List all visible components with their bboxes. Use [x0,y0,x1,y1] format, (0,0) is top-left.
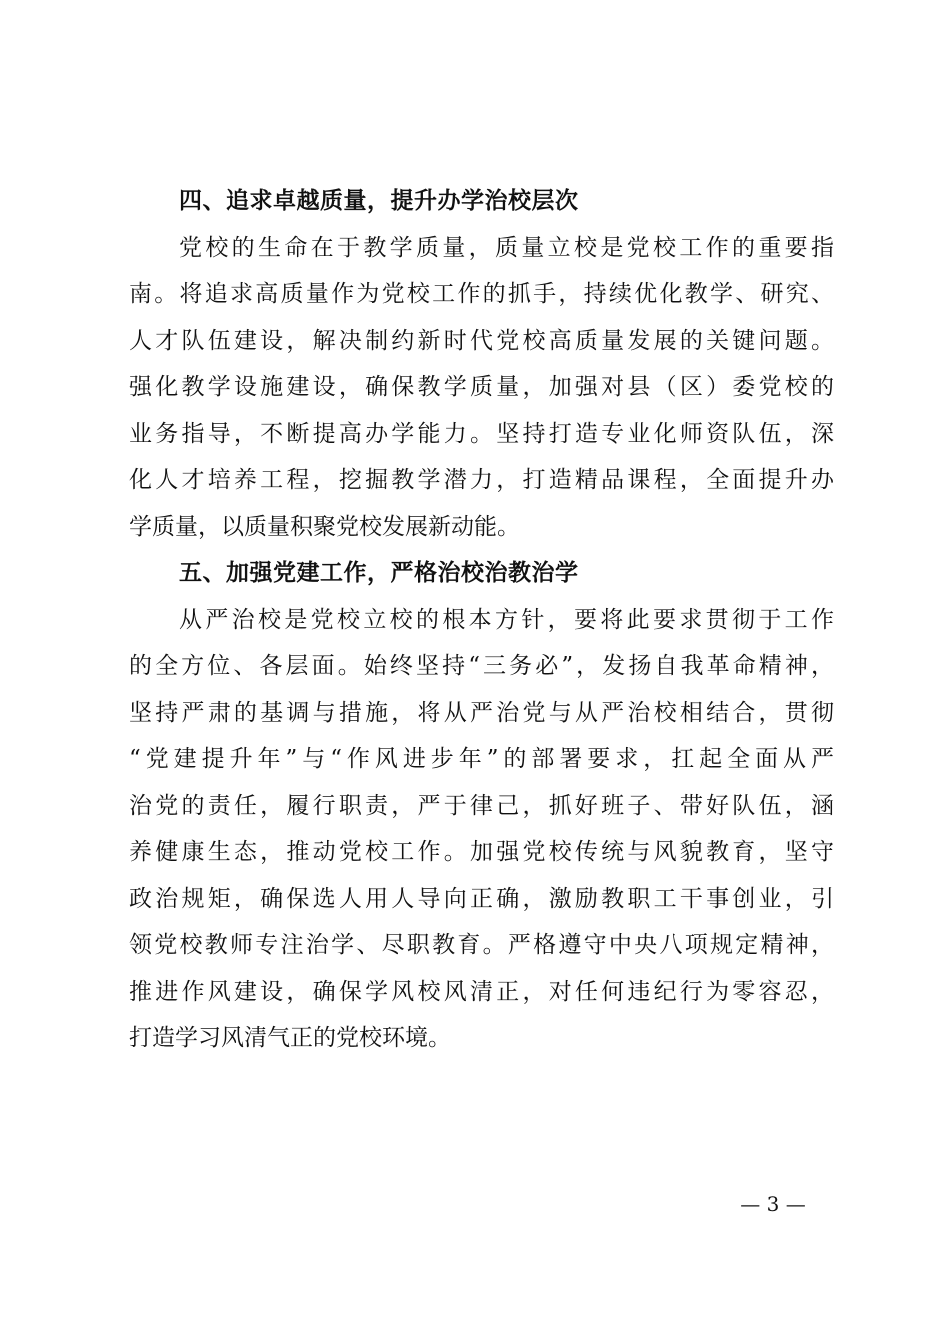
paragraph-line: 强化教学设施建设，确保教学质量，加强对县（区）委党校的 [129,374,834,400]
paragraph-line: 打造学习风清气正的党校环境。 [129,1025,451,1051]
paragraph-line: 政治规矩，确保选人用人导向正确，激励教职工干事创业，引 [129,885,834,912]
paragraph-line: 推进作风建设，确保学风校风清正，对任何违纪行为零容忍， [129,978,834,1005]
document-body [129,178,834,1062]
paragraph-line: 坚持严肃的基调与措施，将从严治党与从严治校相结合，贯彻 [129,699,834,726]
paragraph-line: 治党的责任，履行职责，严于律己，抓好班子、带好队伍，涵 [129,792,834,819]
paragraph-line: 党校的生命在于教学质量，质量立校是党校工作的重要指 [179,234,834,261]
page-number: — 3 — [740,1192,806,1216]
paragraph-line: 养健康生态，推动党校工作。加强党校传统与风貌教育，坚守 [129,839,834,865]
paragraph-line: “党建提升年”与“作风进步年”的部署要求，扛起全面从严 [129,746,834,772]
paragraph-line: 业务指导，不断提高办学能力。坚持打造专业化师资队伍，深 [129,420,834,447]
paragraph-line: 南。将追求高质量作为党校工作的抓手，持续优化教学、研究、 [129,281,834,307]
paragraph-line: 从严治校是党校立校的根本方针，要将此要求贯彻于工作 [179,606,834,633]
section-heading-5: 五、加强党建工作，严格治校治教治学 [179,560,579,586]
paragraph-line: 化人才培养工程，挖掘教学潜力，打造精品课程，全面提升办 [129,467,834,493]
section-heading-4: 四、追求卓越质量，提升办学治校层次 [179,188,579,214]
paragraph-line: 学质量，以质量积聚党校发展新动能。 [129,513,520,540]
paragraph-line: 领党校教师专注治学、尽职教育。严格遵守中央八项规定精神， [129,932,834,958]
paragraph-line: 人才队伍建设，解决制约新时代党校高质量发展的关键问题。 [129,327,834,354]
paragraph-line: 的全方位、各层面。始终坚持“三务必”，发扬自我革命精神， [129,653,834,679]
